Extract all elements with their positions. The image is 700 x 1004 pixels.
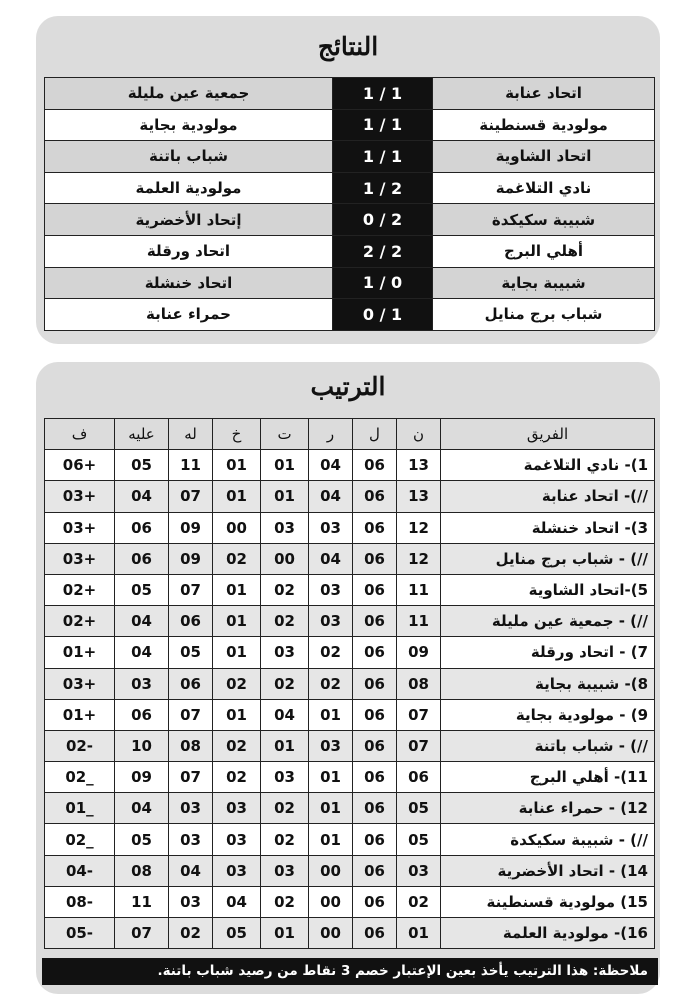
team-name: 1)- نادي التلاغمة	[441, 450, 655, 481]
match-score: 2 / 2	[333, 235, 433, 267]
points: 07	[397, 730, 441, 761]
lost: 01	[213, 574, 261, 605]
points: 13	[397, 450, 441, 481]
lost: 01	[213, 450, 261, 481]
lost: 04	[213, 886, 261, 917]
home-team: اتحاد الشاوية	[433, 141, 655, 173]
standings-row	[45, 855, 655, 886]
goals-for: 03	[169, 824, 213, 855]
drawn: 02	[261, 606, 309, 637]
played: 06	[353, 606, 397, 637]
away-team: جمعية عين مليلة	[45, 78, 333, 110]
standings-row	[45, 637, 655, 668]
standings-row	[45, 543, 655, 574]
goal-difference: 05-	[45, 918, 115, 949]
points: 07	[397, 699, 441, 730]
result-row	[45, 109, 655, 141]
won: 04	[309, 450, 353, 481]
points: 03	[397, 855, 441, 886]
goal-difference: 01+	[45, 699, 115, 730]
drawn: 04	[261, 699, 309, 730]
team-name: //) - شباب برج منايل	[441, 543, 655, 574]
points: 05	[397, 793, 441, 824]
played: 06	[353, 793, 397, 824]
goals-against: 04	[115, 481, 169, 512]
played: 06	[353, 574, 397, 605]
home-team: اتحاد عنابة	[433, 78, 655, 110]
goals-for: 03	[169, 886, 213, 917]
drawn: 02	[261, 824, 309, 855]
lost: 01	[213, 606, 261, 637]
goal-difference: 08-	[45, 886, 115, 917]
match-score: 1 / 1	[333, 109, 433, 141]
match-score: 1 / 1	[333, 78, 433, 110]
goals-for: 07	[169, 481, 213, 512]
drawn: 01	[261, 450, 309, 481]
header-goals-for: له	[169, 419, 213, 450]
goals-against: 04	[115, 606, 169, 637]
lost: 01	[213, 481, 261, 512]
result-row	[45, 78, 655, 110]
goal-difference: 02+	[45, 606, 115, 637]
standings-row	[45, 824, 655, 855]
played: 06	[353, 668, 397, 699]
drawn: 03	[261, 637, 309, 668]
standings-row	[45, 574, 655, 605]
home-team: شباب برج منايل	[433, 299, 655, 331]
results-title: النتائج	[317, 32, 379, 61]
lost: 05	[213, 918, 261, 949]
result-row	[45, 267, 655, 299]
home-team: مولودية قسنطينة	[433, 109, 655, 141]
points: 08	[397, 668, 441, 699]
standings-row	[45, 450, 655, 481]
standings-row	[45, 730, 655, 761]
goals-against: 04	[115, 637, 169, 668]
standings-note: ملاحظة: هذا الترتيب يأخذ بعين الإعتبار خصم 3 نقاط من رصيد شباب باتنة.	[42, 958, 658, 985]
goal-difference: 03+	[45, 481, 115, 512]
team-name: //) - شباب باتنة	[441, 730, 655, 761]
goals-against: 11	[115, 886, 169, 917]
goals-for: 11	[169, 450, 213, 481]
goal-difference: 03+	[45, 668, 115, 699]
result-row	[45, 235, 655, 267]
goals-for: 04	[169, 855, 213, 886]
played: 06	[353, 824, 397, 855]
goals-for: 09	[169, 543, 213, 574]
goals-for: 09	[169, 512, 213, 543]
points: 09	[397, 637, 441, 668]
points: 05	[397, 824, 441, 855]
played: 06	[353, 512, 397, 543]
goals-for: 02	[169, 918, 213, 949]
standings-row	[45, 918, 655, 949]
goal-difference: 03+	[45, 543, 115, 574]
goals-for: 07	[169, 574, 213, 605]
played: 06	[353, 450, 397, 481]
drawn: 00	[261, 543, 309, 574]
match-score: 1 / 1	[333, 141, 433, 173]
goal-difference: 01+	[45, 637, 115, 668]
goals-for: 05	[169, 637, 213, 668]
points: 12	[397, 512, 441, 543]
header-team: الفريق	[441, 419, 655, 450]
match-score: 1 / 2	[333, 172, 433, 204]
drawn: 02	[261, 668, 309, 699]
won: 01	[309, 824, 353, 855]
result-row	[45, 299, 655, 331]
lost: 03	[213, 793, 261, 824]
standings-row	[45, 606, 655, 637]
played: 06	[353, 699, 397, 730]
away-team: مولودية بجاية	[45, 109, 333, 141]
goal-difference: 02-	[45, 730, 115, 761]
goals-against: 07	[115, 918, 169, 949]
points: 11	[397, 606, 441, 637]
lost: 02	[213, 543, 261, 574]
standings-row	[45, 793, 655, 824]
played: 06	[353, 855, 397, 886]
team-name: 7) - اتحاد ورقلة	[441, 637, 655, 668]
goals-against: 03	[115, 668, 169, 699]
drawn: 02	[261, 886, 309, 917]
drawn: 02	[261, 574, 309, 605]
away-team: اتحاد ورقلة	[45, 235, 333, 267]
played: 06	[353, 481, 397, 512]
goals-for: 08	[169, 730, 213, 761]
header-played: ل	[353, 419, 397, 450]
drawn: 02	[261, 793, 309, 824]
results-table	[44, 77, 655, 331]
goal-difference: 06+	[45, 450, 115, 481]
won: 04	[309, 481, 353, 512]
won: 04	[309, 543, 353, 574]
lost: 03	[213, 855, 261, 886]
played: 06	[353, 543, 397, 574]
result-row	[45, 172, 655, 204]
won: 03	[309, 512, 353, 543]
goal-difference: 02+	[45, 574, 115, 605]
points: 06	[397, 762, 441, 793]
goals-against: 09	[115, 762, 169, 793]
away-team: مولودية العلمة	[45, 172, 333, 204]
goals-against: 06	[115, 543, 169, 574]
team-name: 5)-اتحاد الشاوية	[441, 574, 655, 605]
standings-row	[45, 512, 655, 543]
match-score: 0 / 2	[333, 204, 433, 236]
standings-row	[45, 886, 655, 917]
standings-header-row	[45, 419, 655, 450]
points: 12	[397, 543, 441, 574]
lost: 00	[213, 512, 261, 543]
goals-against: 08	[115, 855, 169, 886]
standings-row	[45, 699, 655, 730]
goals-against: 10	[115, 730, 169, 761]
points: 01	[397, 918, 441, 949]
standings-row	[45, 481, 655, 512]
home-team: شبيبة بجاية	[433, 267, 655, 299]
lost: 02	[213, 762, 261, 793]
standings-panel	[36, 362, 660, 994]
team-name: 11)- أهلي البرج	[441, 762, 655, 793]
won: 00	[309, 918, 353, 949]
goals-against: 05	[115, 450, 169, 481]
goals-for: 03	[169, 793, 213, 824]
goals-for: 06	[169, 606, 213, 637]
match-score: 0 / 1	[333, 299, 433, 331]
points: 11	[397, 574, 441, 605]
team-name: 3)- اتحاد خنشلة	[441, 512, 655, 543]
header-lost: خ	[213, 419, 261, 450]
goals-for: 07	[169, 699, 213, 730]
team-name: 12) - حمراء عنابة	[441, 793, 655, 824]
away-team: إتحاد الأخضرية	[45, 204, 333, 236]
drawn: 03	[261, 512, 309, 543]
home-team: أهلي البرج	[433, 235, 655, 267]
away-team: شباب باتنة	[45, 141, 333, 173]
team-name: 14) - اتحاد الأخضرية	[441, 855, 655, 886]
played: 06	[353, 730, 397, 761]
won: 01	[309, 793, 353, 824]
won: 01	[309, 762, 353, 793]
goals-for: 06	[169, 668, 213, 699]
lost: 02	[213, 668, 261, 699]
standings-row	[45, 762, 655, 793]
won: 00	[309, 855, 353, 886]
goal-difference: 03+	[45, 512, 115, 543]
won: 02	[309, 637, 353, 668]
goals-against: 05	[115, 824, 169, 855]
goal-difference: 02_	[45, 762, 115, 793]
header-drawn: ت	[261, 419, 309, 450]
played: 06	[353, 886, 397, 917]
goals-against: 06	[115, 512, 169, 543]
team-name: 16)- مولودية العلمة	[441, 918, 655, 949]
drawn: 01	[261, 918, 309, 949]
header-points: ن	[397, 419, 441, 450]
played: 06	[353, 637, 397, 668]
drawn: 01	[261, 481, 309, 512]
won: 02	[309, 668, 353, 699]
home-team: نادي التلاغمة	[433, 172, 655, 204]
lost: 01	[213, 637, 261, 668]
header-goal-difference: ف	[45, 419, 115, 450]
lost: 01	[213, 699, 261, 730]
won: 03	[309, 574, 353, 605]
team-name: 8)- شبيبة بجاية	[441, 668, 655, 699]
points: 13	[397, 481, 441, 512]
goal-difference: 02_	[45, 824, 115, 855]
played: 06	[353, 762, 397, 793]
won: 01	[309, 699, 353, 730]
won: 00	[309, 886, 353, 917]
team-name: 9) - مولودية بجاية	[441, 699, 655, 730]
drawn: 03	[261, 762, 309, 793]
header-won: ر	[309, 419, 353, 450]
standings-table	[44, 418, 655, 949]
goal-difference: 04-	[45, 855, 115, 886]
result-row	[45, 141, 655, 173]
drawn: 01	[261, 730, 309, 761]
won: 03	[309, 730, 353, 761]
team-name: //)- اتحاد عنابة	[441, 481, 655, 512]
away-team: اتحاد خنشلة	[45, 267, 333, 299]
header-goals-against: عليه	[115, 419, 169, 450]
standings-row	[45, 668, 655, 699]
match-score: 1 / 0	[333, 267, 433, 299]
team-name: 15) مولودية قسنطينة	[441, 886, 655, 917]
goals-against: 05	[115, 574, 169, 605]
standings-title: الترتيب	[310, 372, 386, 401]
goals-against: 06	[115, 699, 169, 730]
goals-against: 04	[115, 793, 169, 824]
team-name: //) - شبيبة سكيكدة	[441, 824, 655, 855]
points: 02	[397, 886, 441, 917]
drawn: 03	[261, 855, 309, 886]
won: 03	[309, 606, 353, 637]
home-team: شبيبة سكيكدة	[433, 204, 655, 236]
results-panel	[36, 16, 660, 344]
lost: 02	[213, 730, 261, 761]
result-row	[45, 204, 655, 236]
played: 06	[353, 918, 397, 949]
lost: 03	[213, 824, 261, 855]
team-name: //) - جمعية عين مليلة	[441, 606, 655, 637]
away-team: حمراء عنابة	[45, 299, 333, 331]
goal-difference: 01_	[45, 793, 115, 824]
goals-for: 07	[169, 762, 213, 793]
